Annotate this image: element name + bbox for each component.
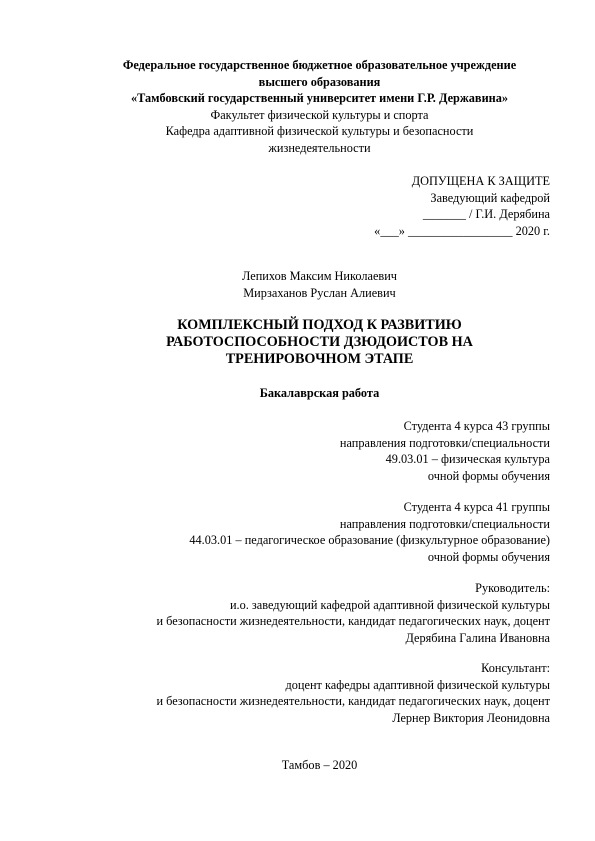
supervisor-position: и.о. заведующий кафедрой адаптивной физической культуры [229,597,550,612]
student-info-1 [290,418,550,484]
thesis-title [100,317,539,368]
student-direction-label: направления подготовки/специальности [339,516,550,531]
consultant-degree: и безопасности жизнедеятельности, кандидат педагогических наук, доцент [156,694,550,709]
consultant-name: Лернер Виктория Леонидовна [392,710,550,725]
student-direction: 44.03.01 – педагогическое образование (физкультурное образование) [189,533,550,548]
consultant-label: Консультант: [481,661,550,675]
student-course: Студента 4 курса 43 группы [403,419,550,433]
student-info-2 [120,499,550,565]
approval-signature: _______ / Г.И. Дерябина [422,207,550,222]
institution-header [100,57,539,157]
approval-position: Заведующий кафедрой [430,190,550,205]
approval-date: «___» _________________ 2020 г. [374,223,550,238]
supervisor-name: Дерябина Галина Ивановна [405,630,550,645]
header-line-education-level: высшего образования [258,74,381,89]
header-line-university: «Тамбовский государственный университет имени Г.Р. Державина» [130,91,509,106]
student-direction: 49.03.01 – физическая культура [385,452,550,467]
thesis-title-line: ТРЕНИРОВОЧНОМ ЭТАПЕ [225,351,414,367]
city-year [100,757,539,774]
approval-heading: ДОПУЩЕНА К ЗАЩИТЕ [411,174,550,188]
author-name: Лепихов Максим Николаевич [242,269,397,283]
student-study-form: очной формы обучения [427,549,550,564]
supervisor-label: Руководитель: [475,581,550,595]
supervisor-info [90,580,550,646]
header-line-faculty: Факультет физической культуры и спорта [210,107,429,122]
thesis-title-line: РАБОТОСПОСОБНОСТИ ДЗЮДОИСТОВ НА [166,334,473,350]
authors [100,268,539,301]
student-course: Студента 4 курса 41 группы [403,500,550,514]
student-study-form: очной формы обучения [427,468,550,483]
header-line-department-cont: жизнедеятельности [268,140,371,155]
consultant-info [90,660,550,726]
thesis-title-line: КОМПЛЕКСНЫЙ ПОДХОД К РАЗВИТИЮ [177,317,462,333]
work-type [100,385,539,402]
work-type-label: Бакалаврская работа [259,386,380,400]
supervisor-degree: и безопасности жизнедеятельности, кандидат педагогических наук, доцент [156,614,550,629]
header-line-ministry: Федеральное государственное бюджетное образовательное учреждение [122,58,517,72]
approval-stamp [330,173,550,239]
consultant-position: доцент кафедры адаптивной физической культуры [285,677,550,692]
author-name: Мирзаханов Руслан Алиевич [243,285,396,300]
header-line-department: Кафедра адаптивной физической культуры и безопасности [165,124,474,139]
city-year-label: Тамбов – 2020 [281,758,358,772]
student-direction-label: направления подготовки/специальности [339,435,550,450]
